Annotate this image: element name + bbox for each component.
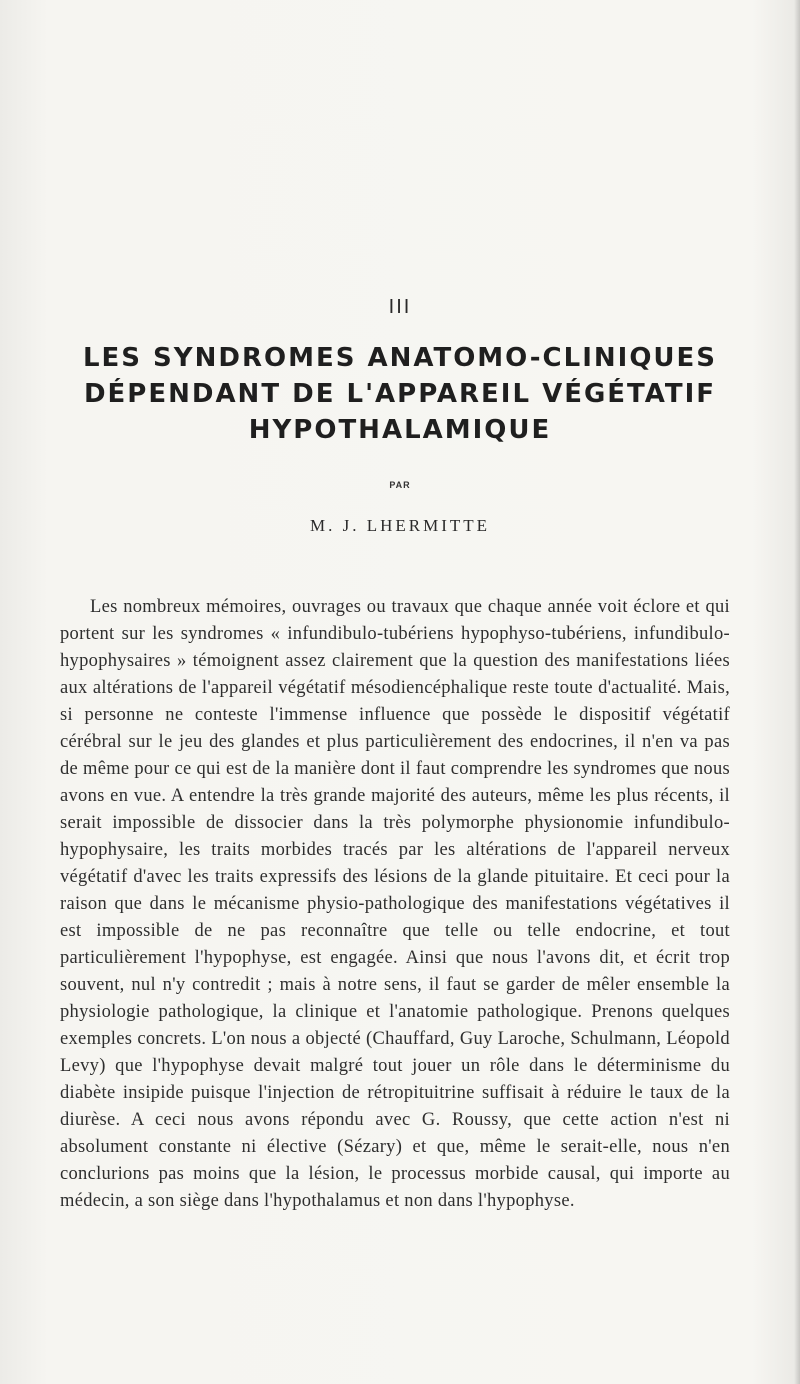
chapter-title-line-2: DÉPENDANT DE L'APPAREIL VÉGÉTATIF: [83, 379, 717, 409]
body-paragraph: Les nombreux mémoires, ouvrages ou travaux que chaque année voit éclore et qui portent sur les syndromes « infundibulo-tubériens hypophyso-tubériens, infundibulo-hypophysaires » témoignent assez clairement que la question des manifestations liées aux altérations de l'appareil végétatif mésodiencéphalique reste toute d'actualité. Mais, si personne ne conteste l'immense influence que possède le dispositif végétatif cérébral sur le jeu des glandes et plus particulièrement des endocrines, il n'en va pas de même pour ce qui est de la manière dont il faut comprendre les syndromes que nous avons en vue. A entendre la très grande majorité des auteurs, même les plus récents, il serait impossible de dissocier dans la très polymorphe physionomie infundibulo-hypophysaire, les traits morbides tracés par les altérations de l'appareil nerveux végétatif d'avec les traits expressifs des lésions de la glande pituitaire. Et ceci pour la raison que dans le mécanisme physio-pathologique des manifestations végétatives il est impossible de ne pas reconnaître que telle ou telle endocrine, et tout particulièrement l'hypophyse, est engagée. Ainsi que nous l'avons dit, et écrit trop souvent, nul n'y contredit ; mais à notre sens, il faut se garder de mêler ensemble la physiologie pathologique, la clinique et l'anatomie pathologique. Prenons quelques exemples concrets. L'on nous a objecté (Chauffard, Guy Laroche, Schulmann, Léopold Levy) que l'hypophyse devait malgré tout jouer un rôle dans le déterminisme du diabète insipide puisque l'injection de rétropituitrine suffisait à réduire le taux de la diurèse. A ceci nous avons répondu avec G. Roussy, que cette action n'est ni absolument constante ni élective (Sézary) et que, même le serait-elle, nous n'en conclurions pas moins que la lésion, le processus morbide causal, qui importe au médecin, a son siège dans l'hypothalamus et non dans l'hypophyse.: [60, 596, 730, 1211]
page-edge-shadow: [794, 0, 800, 1384]
chapter-title: [60, 340, 740, 448]
section-number: III: [388, 296, 412, 318]
author-name: M. J. LHERMITTE: [309, 516, 491, 535]
chapter-title-line-1: LES SYNDROMES ANATOMO-CLINIQUES: [82, 343, 718, 373]
chapter-title-line-3: HYPOTHALAMIQUE: [248, 415, 552, 445]
byline-par: PAR: [389, 480, 411, 490]
